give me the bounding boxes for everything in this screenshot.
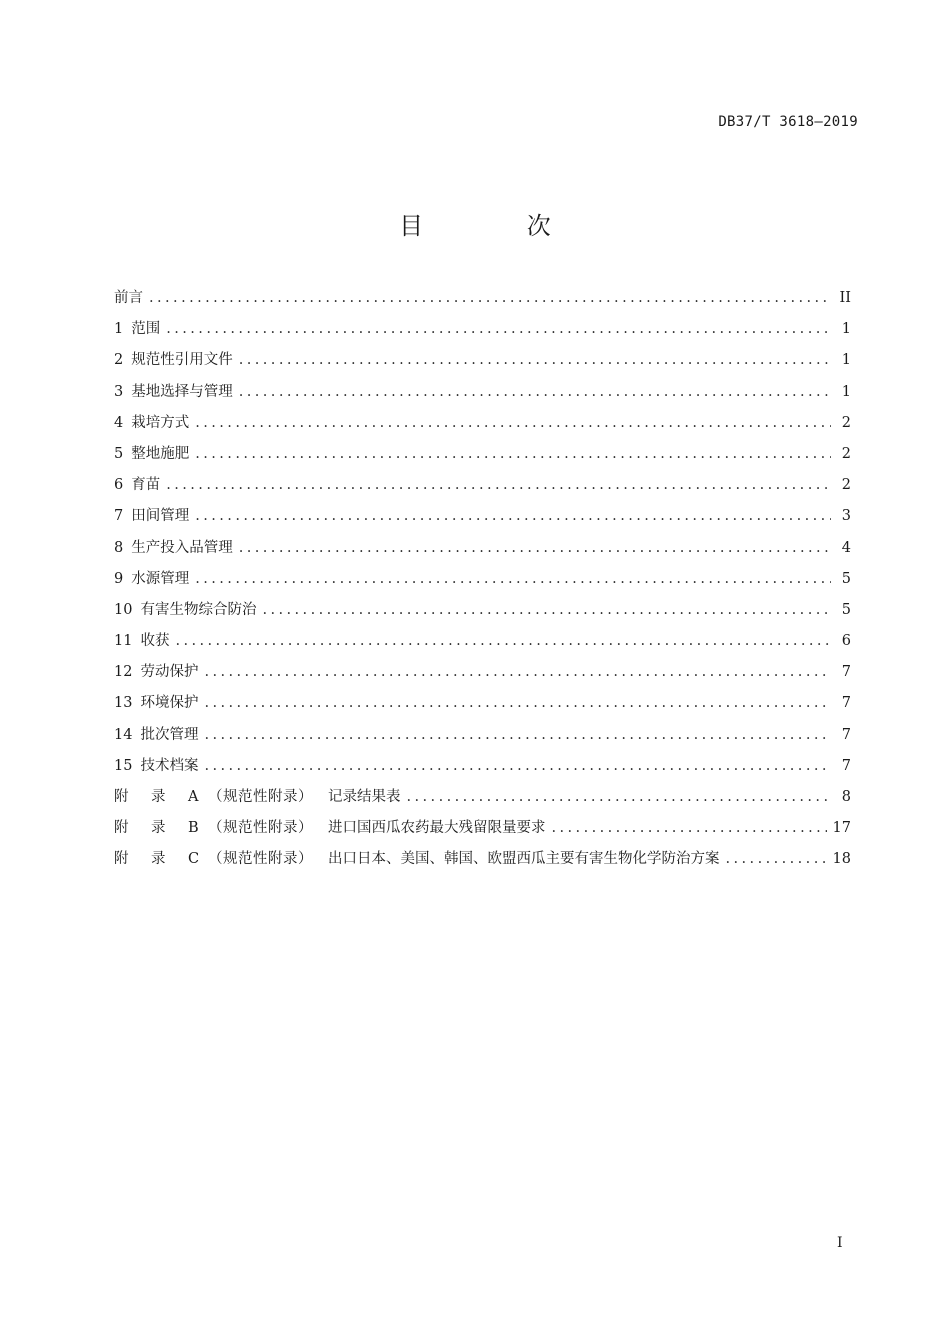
toc-entry-number: 13: [114, 695, 133, 712]
toc-entry-page: 2: [841, 414, 851, 431]
toc-entry-label: 出口日本、美国、韩国、欧盟西瓜主要有害生物化学防治方案: [328, 851, 720, 868]
appendix-char: 录: [151, 820, 166, 837]
toc-entry-page: 6: [841, 633, 851, 650]
toc-entry-page: 1: [841, 321, 851, 338]
toc-entry-label: 水源管理: [131, 570, 190, 587]
toc-entry-label: 批次管理: [140, 726, 199, 743]
dot-leader: [239, 534, 831, 562]
toc-entry-page: 5: [841, 601, 851, 618]
toc-entry-page: 7: [841, 695, 851, 712]
dot-leader: [262, 596, 831, 624]
toc-entry-number: 2: [114, 352, 124, 369]
toc-entry-label: 基地选择与管理: [131, 383, 233, 400]
toc-entry-label: 前言: [114, 290, 143, 306]
dot-leader: [407, 783, 832, 811]
table-of-contents: [114, 284, 851, 877]
appendix-letter: B: [188, 820, 199, 837]
dot-leader: [552, 814, 827, 842]
toc-entry-label: 生产投入品管理: [131, 539, 233, 556]
toc-entry-page: 1: [841, 383, 851, 400]
toc-entry-number: 10: [114, 601, 133, 618]
dot-leader: [195, 440, 831, 468]
dot-leader: [239, 378, 831, 406]
toc-entry-page: 7: [841, 726, 851, 743]
toc-entry-11[interactable]: [114, 627, 851, 658]
toc-entry-page: 17: [832, 820, 851, 837]
dot-leader: [204, 658, 831, 686]
toc-entry-page: 7: [841, 757, 851, 774]
dot-leader: [204, 689, 831, 717]
toc-entry-page: 7: [841, 664, 851, 681]
toc-entry-page: 18: [832, 851, 851, 868]
toc-appendix-a[interactable]: [114, 783, 851, 814]
dot-leader: [195, 502, 831, 530]
toc-entry-label: 劳动保护: [140, 664, 199, 681]
toc-entry-14[interactable]: [114, 721, 851, 752]
toc-entry-number: 6: [114, 477, 124, 494]
toc-entry-label: 技术档案: [140, 757, 199, 774]
toc-appendix-b[interactable]: [114, 814, 851, 845]
toc-entry-page: 2: [841, 477, 851, 494]
appendix-kind: （规范性附录）: [208, 789, 313, 805]
appendix-char: 附: [114, 820, 129, 837]
toc-entry-preface[interactable]: [114, 284, 851, 315]
toc-entry-number: 12: [114, 664, 133, 681]
dot-leader: [204, 752, 831, 780]
toc-entry-label: 规范性引用文件: [131, 352, 233, 369]
toc-entry-10[interactable]: [114, 596, 851, 627]
toc-entry-page: 5: [841, 570, 851, 587]
appendix-char: 录: [151, 851, 166, 868]
toc-entry-9[interactable]: [114, 565, 851, 596]
toc-entry-page: 2: [841, 445, 851, 462]
dot-leader: [195, 565, 831, 593]
dot-leader: [149, 284, 831, 312]
toc-entry-15[interactable]: [114, 752, 851, 783]
toc-entry-6[interactable]: [114, 471, 851, 502]
dot-leader: [195, 409, 831, 437]
appendix-letter: C: [188, 851, 200, 868]
dot-leader: [204, 721, 831, 749]
toc-entry-13[interactable]: [114, 689, 851, 720]
appendix-letter: A: [188, 789, 199, 805]
page-title: 目 次: [399, 212, 599, 240]
toc-entry-label: 范围: [131, 321, 161, 338]
toc-entry-label: 栽培方式: [131, 414, 190, 431]
dot-leader: [166, 315, 831, 343]
toc-entry-1[interactable]: [114, 315, 851, 346]
toc-entry-label: 环境保护: [140, 695, 199, 712]
toc-entry-number: 8: [114, 539, 124, 556]
toc-appendix-c[interactable]: [114, 845, 851, 876]
toc-entry-page: 4: [841, 539, 851, 556]
toc-entry-label: 育苗: [131, 477, 161, 494]
dot-leader: [726, 845, 827, 873]
toc-entry-number: 5: [114, 445, 124, 462]
toc-entry-3[interactable]: [114, 378, 851, 409]
appendix-char: 附: [114, 789, 129, 805]
toc-entry-page: 1: [841, 352, 851, 369]
toc-entry-page: 8: [841, 789, 851, 805]
toc-entry-page: 3: [841, 508, 851, 525]
toc-entry-12[interactable]: [114, 658, 851, 689]
toc-entry-2[interactable]: [114, 346, 851, 377]
appendix-char: 录: [151, 789, 166, 805]
toc-entry-number: 4: [114, 414, 124, 431]
appendix-kind: （规范性附录）: [208, 820, 313, 837]
toc-entry-5[interactable]: [114, 440, 851, 471]
appendix-char: 附: [114, 851, 129, 868]
toc-entry-number: 1: [114, 321, 124, 338]
toc-entry-label: 记录结果表: [328, 789, 401, 805]
toc-entry-8[interactable]: [114, 534, 851, 565]
page-number: I: [837, 1235, 843, 1251]
toc-entry-label: 有害生物综合防治: [140, 601, 257, 618]
toc-entry-label: 整地施肥: [131, 445, 190, 462]
toc-entry-number: 14: [114, 726, 133, 743]
toc-entry-4[interactable]: [114, 409, 851, 440]
standard-code: DB37/T 3618—2019: [718, 114, 858, 130]
toc-entry-label: 进口国西瓜农药最大残留限量要求: [328, 820, 546, 837]
dot-leader: [166, 471, 831, 499]
toc-entry-label: 田间管理: [131, 508, 190, 525]
toc-entry-number: 3: [114, 383, 124, 400]
dot-leader: [239, 346, 831, 374]
toc-entry-number: 9: [114, 570, 124, 587]
toc-entry-label: 收获: [140, 633, 170, 650]
appendix-kind: （规范性附录）: [208, 851, 313, 868]
dot-leader: [175, 627, 831, 655]
toc-entry-number: 15: [114, 757, 133, 774]
toc-entry-number: 7: [114, 508, 124, 525]
toc-entry-page: II: [839, 290, 851, 306]
toc-entry-7[interactable]: [114, 502, 851, 533]
toc-entry-number: 11: [114, 633, 133, 650]
